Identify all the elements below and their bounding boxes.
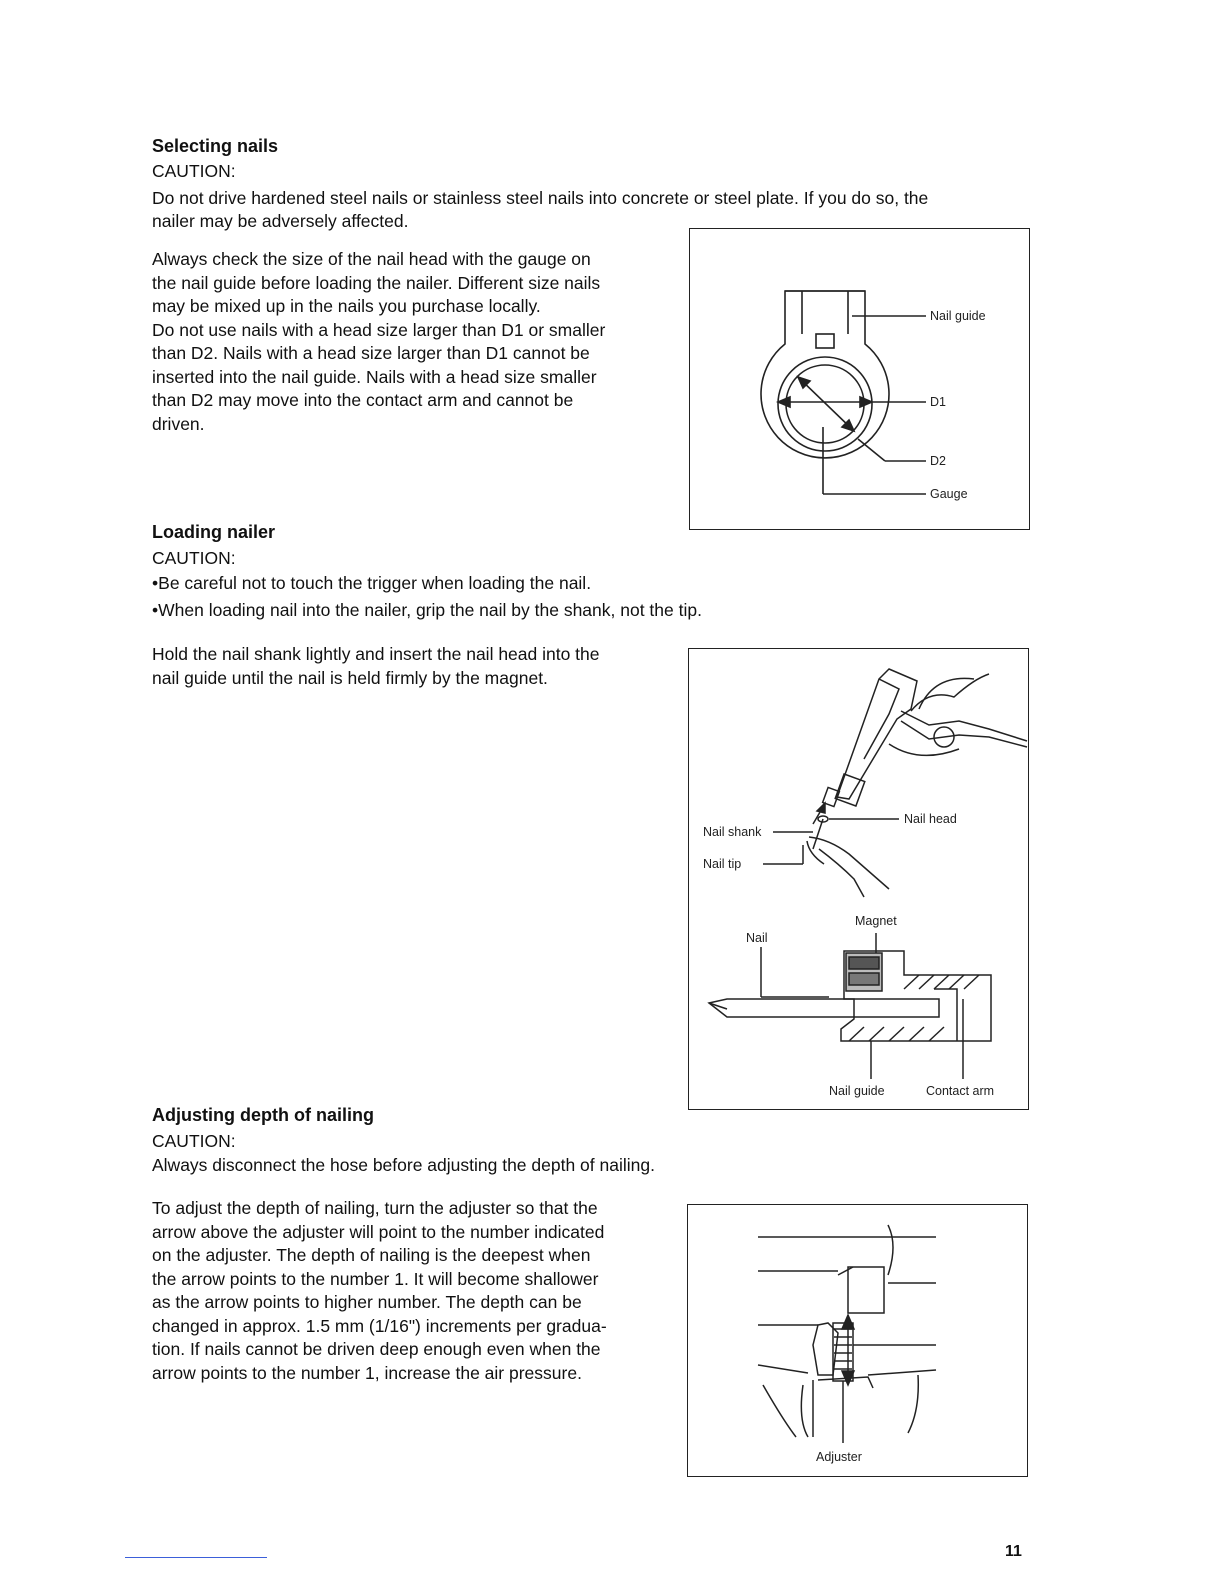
text-line: Hold the nail shank lightly and insert the nail head into the	[152, 644, 600, 664]
section-heading-adjusting-depth: Adjusting depth of nailing	[152, 1105, 374, 1125]
loading-nailer-figure	[688, 648, 1029, 1110]
label-nail: Nail	[746, 931, 768, 945]
text-line: To adjust the depth of nailing, turn the adjuster so that the	[152, 1198, 598, 1218]
page-number: 11	[1005, 1543, 1022, 1560]
body-paragraph	[152, 643, 662, 690]
bullet-item: •Be careful not to touch the trigger when loading the nail.	[152, 573, 592, 593]
caution-text: Do not drive hardened steel nails or stainless steel nails into concrete or steel plate. If you do so, the	[152, 188, 929, 208]
text-line: than D2 may move into the contact arm and cannot be	[152, 390, 574, 410]
body-paragraph	[152, 1197, 662, 1385]
nail-guide-gauge-drawing	[690, 229, 1031, 531]
label-nail-tip: Nail tip	[703, 857, 742, 871]
label-nail-guide: Nail guide	[930, 309, 986, 323]
text-line: arrow above the adjuster will point to the number indicated	[152, 1221, 605, 1242]
text-line: as the arrow points to higher number. The depth can be	[152, 1292, 582, 1312]
caution-label: CAUTION:	[152, 161, 236, 181]
section-heading-loading-nailer: Loading nailer	[152, 522, 276, 542]
text-line: arrow points to the number 1, increase the air pressure.	[152, 1362, 582, 1383]
label-d2: D2	[930, 454, 946, 468]
nail-guide-gauge-figure	[689, 228, 1030, 530]
text-line: the nail guide before loading the nailer. Different size nails	[152, 272, 601, 293]
text-line: changed in approx. 1.5 mm (1/16") increments per gradua-	[152, 1315, 607, 1336]
text-line: the arrow points to the number 1. It will become shallower	[152, 1268, 599, 1289]
bullet-dot-icon: •	[152, 573, 159, 593]
text-line: on the adjuster. The depth of nailing is the deepest when	[152, 1245, 591, 1265]
text-line: nail guide until the nail is held firmly by the magnet.	[152, 667, 548, 688]
label-magnet: Magnet	[855, 914, 897, 928]
bullet-dot-icon: •	[152, 600, 159, 620]
text-line: inserted into the nail guide. Nails with a head size smaller	[152, 366, 597, 387]
caution-label: CAUTION:	[152, 1131, 236, 1151]
label-gauge: Gauge	[930, 487, 968, 501]
section-heading-selecting-nails: Selecting nails	[152, 136, 279, 156]
label-nail-head: Nail head	[904, 812, 957, 826]
text-line: driven.	[152, 413, 205, 434]
bullet-item: •When loading nail into the nailer, grip the nail by the shank, not the tip.	[152, 600, 702, 620]
caution-text: Always disconnect the hose before adjusting the depth of nailing.	[152, 1155, 655, 1175]
adjuster-figure	[687, 1204, 1028, 1477]
label-nail-guide: Nail guide	[829, 1084, 885, 1098]
body-paragraph	[152, 248, 662, 436]
adjuster-drawing	[688, 1205, 1029, 1478]
text-line: Do not use nails with a head size larger than D1 or smaller	[152, 319, 606, 340]
text-line: tion. If nails cannot be driven deep enough even when the	[152, 1339, 601, 1359]
label-d1: D1	[930, 395, 946, 409]
text-line: than D2. Nails with a head size larger than D1 cannot be	[152, 343, 590, 363]
footer-rule	[125, 1557, 267, 1558]
caution-text: nailer may be adversely affected.	[152, 211, 409, 231]
text-line: Always check the size of the nail head with the gauge on	[152, 249, 591, 269]
label-nail-shank: Nail shank	[703, 825, 762, 839]
loading-nailer-drawing	[689, 649, 1030, 1111]
label-adjuster: Adjuster	[816, 1450, 862, 1464]
text-line: may be mixed up in the nails you purchase locally.	[152, 296, 541, 316]
caution-label: CAUTION:	[152, 548, 236, 568]
label-contact-arm: Contact arm	[926, 1084, 995, 1098]
